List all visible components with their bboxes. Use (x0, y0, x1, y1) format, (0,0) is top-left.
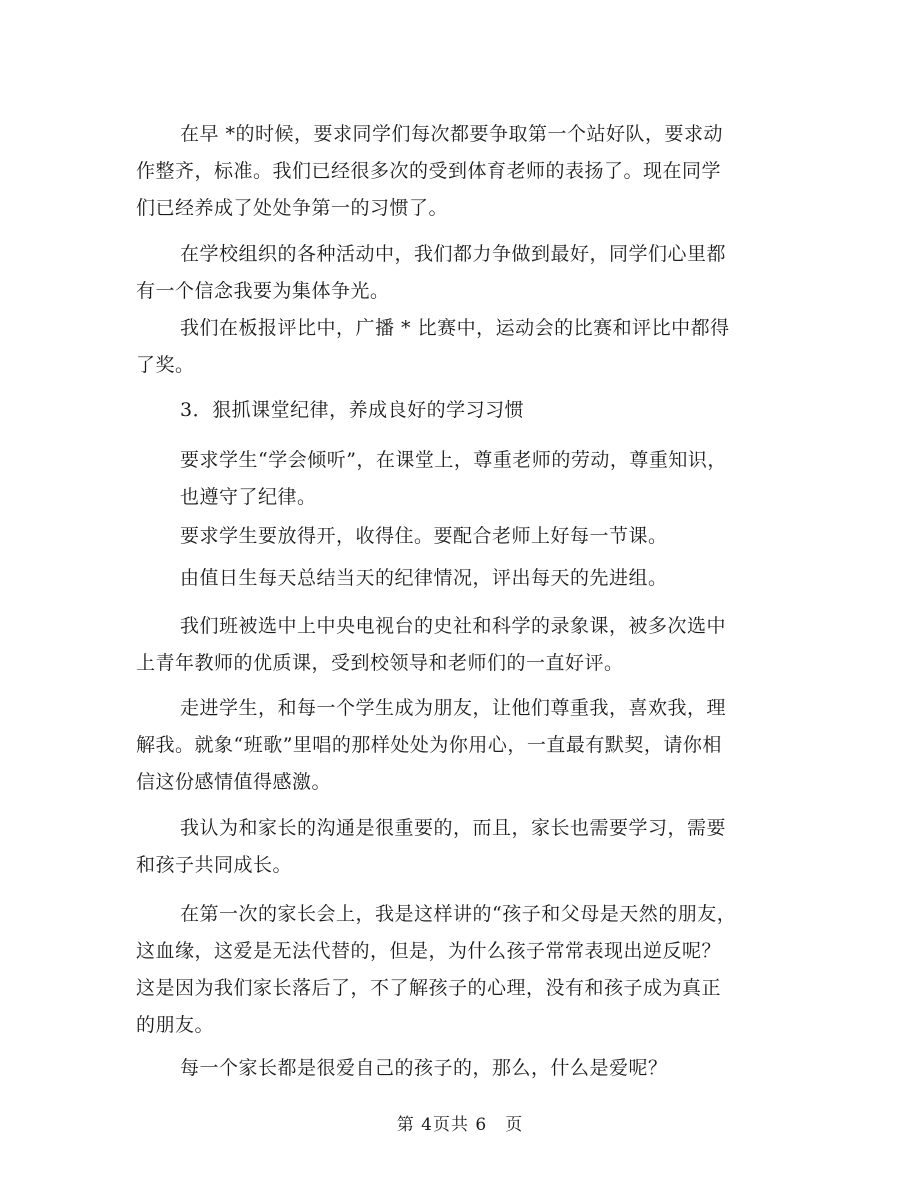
paragraph-cooperation: 要求学生要放得开，收得住。要配合老师上好每一节课。 (180, 525, 668, 547)
paragraph-duty-student: 由值日生每天总结当天的纪律情况，评出每天的先进组。 (180, 567, 668, 589)
paragraph-listening: 要求学生“学会倾听”，在课堂上，尊重老师的劳动，尊重知识，也遵守了纪律。 (180, 449, 727, 508)
paragraph-morning-lineup: 在早 *的时候，要求同学们每次都要争取第一个站好队，要求动作整齐，标准。我们已经很多次的受到体育老师的表扬了。现在同学们已经养成了处处争第一的习惯了。 (136, 123, 724, 219)
paragraph-school-activities: 在学校组织的各种活动中，我们都力争做到最好，同学们心里都有一个信念我要为集体争光。 (136, 243, 727, 302)
section-heading-discipline: 3．狠抓课堂纪律，养成良好的学习习惯 (180, 399, 525, 421)
paragraph-parent-meeting: 在第一次的家长会上，我是这样讲的“孩子和父母是天然的朋友，这血缘，这爱是无法代替的，但是，为什么孩子常常表现出逆反呢？这是因为我们家长落后了，不了解孩子的心理，没有和孩子成为真正的朋友。 (136, 903, 737, 1036)
paragraph-parent-communication: 我认为和家长的沟通是很重要的，而且，家长也需要学习，需要和孩子共同成长。 (136, 817, 727, 876)
paragraph-what-is-love: 每一个家长都是很爱自己的孩子的，那么，什么是爱呢？ (180, 1057, 668, 1079)
paragraph-awards: 我们在板报评比中，广播 * 比赛中，运动会的比赛和评比中都得了奖。 (136, 317, 730, 376)
paragraph-cctv-lessons: 我们班被选中上中央电视台的史社和科学的录象课，被多次选中上青年教师的优质课，受到校领导和老师们的一直好评。 (136, 615, 727, 674)
paragraph-friendship: 走进学生，和每一个学生成为朋友，让他们尊重我，喜欢我，理解我。就象“班歌”里唱的那样处处为你用心，一直最有默契，请你相信这份感情值得感激。 (136, 697, 727, 793)
page-number-footer: 第 4页共 6 页 (396, 1115, 524, 1135)
